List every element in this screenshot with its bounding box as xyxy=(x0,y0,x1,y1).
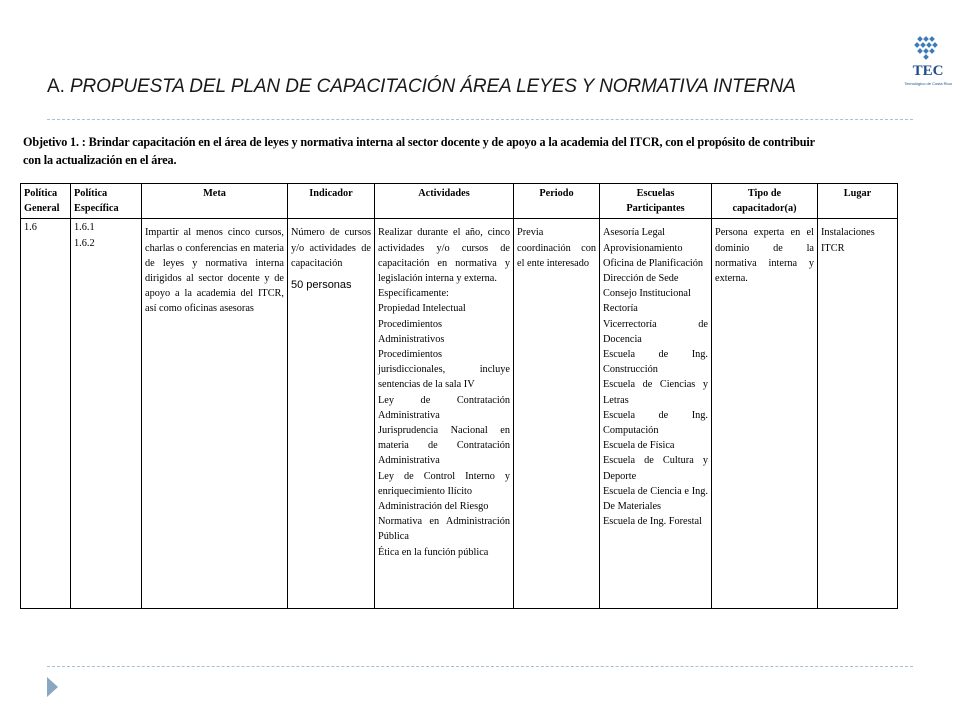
logo-subtitle: Tecnológico de Costa Rica xyxy=(904,81,952,86)
header-indicador: Indicador xyxy=(288,184,375,219)
title-letter: A. xyxy=(47,76,65,97)
header-actividades: Actividades xyxy=(375,184,514,219)
slide-title xyxy=(47,76,796,98)
objective-line-2: con la actualización en el área. xyxy=(23,153,177,167)
cell-lugar: Instalaciones ITCR xyxy=(818,219,898,609)
objective-line-1: Objetivo 1. : Brindar capacitación en el área de leyes y normativa interna al sector docente y de apoyo a la academia del ITCR, con el propósito de contribuir xyxy=(23,135,815,149)
cell-indicador: Número de cursos y/o actividades de capacitación 50 personas xyxy=(288,219,375,609)
cell-periodo: Previa coordinación con el ente interesado xyxy=(514,219,600,609)
triangle-right-icon[interactable] xyxy=(47,677,58,697)
bottom-divider xyxy=(47,666,913,667)
cell-tipo-capacitador: Persona experta en el dominio de la normativa interna y externa. xyxy=(712,219,818,609)
header-meta: Meta xyxy=(142,184,288,219)
cell-politica-general: 1.6 xyxy=(21,219,71,609)
table-header-row xyxy=(21,184,898,219)
indicador-personas: 50 personas xyxy=(291,279,352,292)
header-politica-especifica: Política Específica xyxy=(71,184,142,219)
cell-politica-especifica: 1.6.1 1.6.2 xyxy=(71,219,142,609)
top-divider xyxy=(47,119,913,120)
tec-logo-icon xyxy=(896,33,960,65)
header-tipo-capacitador: Tipo de capacitador(a) xyxy=(712,184,818,219)
cell-meta: Impartir al menos cinco cursos, charlas o conferencias en materia de leyes y normativa interna dirigidos al sector docente y de apoyo a la academia del ITCR, así como oficinas asesoras xyxy=(142,219,288,609)
cell-actividades: Realizar durante el año, cinco actividades y/o cursos de capacitación en normativa y legislación interna y externa. Específicamente: Propiedad Intelectual Procedimientos Administrativos Procedimientos jurisdiccionales, incluye sentencias de la sala IV Ley de Contratación Administrativa Jurisprudencia Nacional en materia de Contratación Administrativa Ley de Control Interno y enriquecimiento Ilícito Administración del Riesgo Normativa en Administración Pública Ética en la función pública xyxy=(375,219,514,609)
logo-text: TEC xyxy=(912,63,944,79)
cell-escuelas: Asesoría Legal Aprovisionamiento Oficina de Planificación Dirección de Sede Consejo Institucional Rectoría Vicerrectoría de Docencia Escuela de Ing. Construcción Escuela de Ciencias y Letras Escuela de Ing. Computación Escuela de Física Escuela de Cultura y Deporte Escuela de Ciencia e Ing. De Materiales Escuela de Ing. Forestal xyxy=(600,219,712,609)
header-periodo: Periodo xyxy=(514,184,600,219)
header-escuelas: Escuelas Participantes xyxy=(600,184,712,219)
training-plan-table xyxy=(20,183,898,609)
header-politica-general: Política General xyxy=(21,184,71,219)
table-row xyxy=(21,219,898,609)
header-lugar: Lugar xyxy=(818,184,898,219)
objective-text xyxy=(23,133,903,169)
title-text: PROPUESTA DEL PLAN DE CAPACITACIÓN ÁREA LEYES Y NORMATIVA INTERNA xyxy=(69,76,796,97)
tec-logo xyxy=(896,33,960,95)
